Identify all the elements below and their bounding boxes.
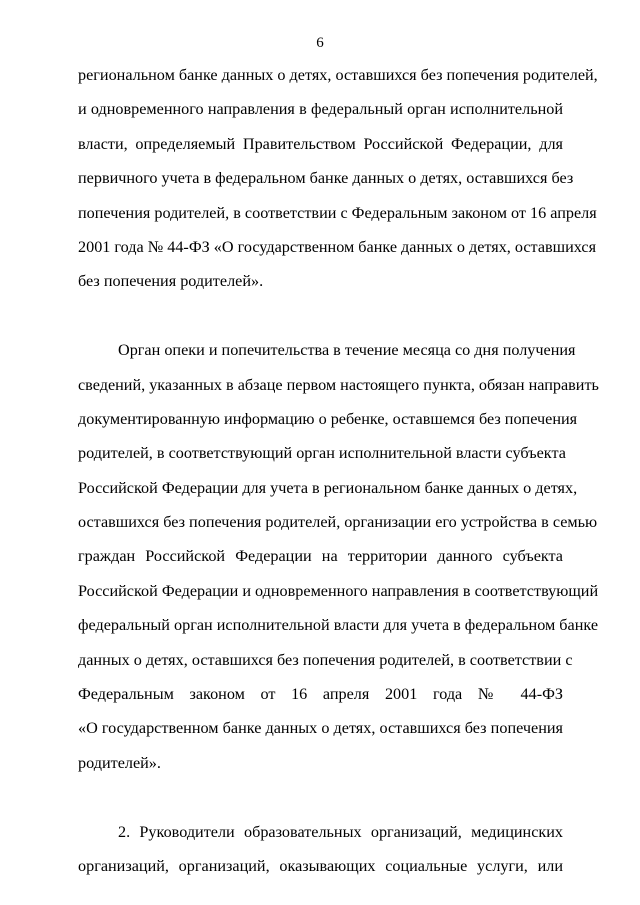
text-line: Орган опеки и попечительства в течение месяца со дня получения xyxy=(118,341,576,360)
text-line: Федеральным законом от 16 апреля 2001 года № 44-ФЗ xyxy=(78,685,563,704)
text-line: и одновременного направления в федеральный орган исполнительной xyxy=(78,100,563,119)
text-line: «О государственном банке данных о детях, оставшихся без попечения xyxy=(78,719,563,738)
text-line: первичного учета в федеральном банке данных о детях, оставшихся без xyxy=(78,169,574,188)
text-line: 2. Руководители образовательных организаций, медицинских xyxy=(118,822,563,841)
text-line: данных о детях, оставшихся без попечения родителей, в соответствии с xyxy=(78,650,573,669)
text-line: организаций, организаций, оказывающих социальные услуги, или xyxy=(78,856,563,875)
text-line: Российской Федерации и одновременного направления в соответствующий xyxy=(78,581,599,600)
text-line: граждан Российской Федерации на территории данного субъекта xyxy=(78,547,563,566)
text-line: региональном банке данных о детях, оставшихся без попечения родителей, xyxy=(78,66,598,84)
paragraph-spacer xyxy=(78,780,563,814)
text-line: попечения родителей, в соответствии с Федеральным законом от 16 апреля xyxy=(78,203,597,222)
text-line: федеральный орган исполнительной власти для учета в федеральном банке xyxy=(78,616,599,635)
text-line: власти, определяемый Правительством Российской Федерации, для xyxy=(78,134,563,153)
text-line: сведений, указанных в абзаце первом настоящего пункта, обязан направить xyxy=(78,375,599,394)
document-body xyxy=(78,58,599,883)
text-line: Российской Федерации для учета в региональном банке данных о детях, xyxy=(78,478,578,497)
paragraph-spacer xyxy=(78,299,563,333)
page-number: 6 xyxy=(316,35,324,51)
text-line: оставшихся без попечения родителей, организации его устройства в семью xyxy=(78,513,598,532)
text-line: без попечения родителей». xyxy=(78,272,264,291)
text-line: родителей». xyxy=(78,753,161,772)
text-line: родителей, в соответствующий орган исполнительной власти субъекта xyxy=(78,444,566,463)
text-line: 2001 года № 44-ФЗ «О государственном банке данных о детях, оставшихся xyxy=(78,237,597,256)
text-line: документированную информацию о ребенке, оставшемся без попечения xyxy=(78,409,578,428)
